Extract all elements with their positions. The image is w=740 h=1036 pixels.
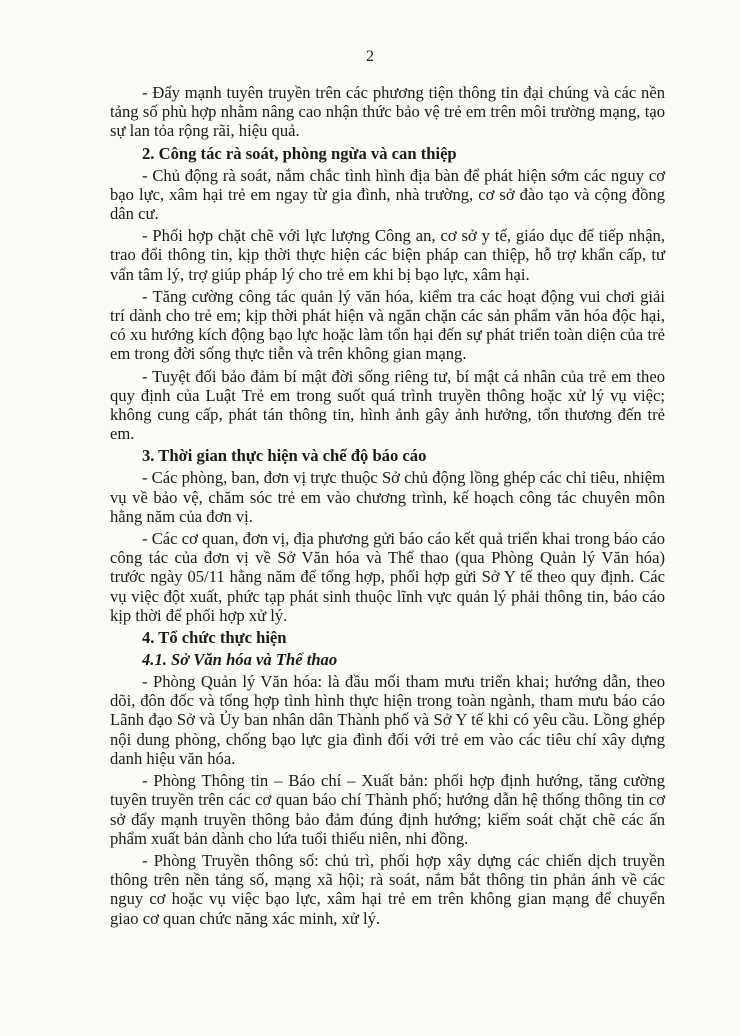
section-2-paragraph-2: - Phối hợp chặt chẽ với lực lượng Công an, cơ sở y tế, giáo dục để tiếp nhận, trao đổi thông tin, kịp thời thực hiện các biện pháp can thiệp, hỗ trợ khẩn cấp, tư vấn tâm lý, trợ giúp pháp lý cho trẻ em khi bị bạo lực, xâm hại. xyxy=(110,226,665,284)
section-4-paragraph-3: - Phòng Truyền thông số: chủ trì, phối hợp xây dựng các chiến dịch truyền thông trên nền tảng số, mạng xã hội; rà soát, nắm bắt thông tin phản ánh về các nguy cơ hoặc vụ việc bạo lực, xâm hại trẻ em trên không gian mạng để chuyển giao cơ quan chức năng xác minh, xử lý. xyxy=(110,850,665,928)
section-2-paragraph-1: - Chủ động rà soát, nắm chắc tình hình địa bàn để phát hiện sớm các nguy cơ bạo lực, xâm hại trẻ em ngay từ gia đình, nhà trường, cơ sở đào tạo và cộng đồng dân cư. xyxy=(110,165,665,224)
section-4-paragraph-2: - Phòng Thông tin – Báo chí – Xuất bản: phối hợp định hướng, tăng cường tuyên truyền trên các cơ quan báo chí Thành phố; hướng dẫn hệ thống thông tin cơ sở đẩy mạnh truyền thông bảo đảm đúng định hướng; kiểm soát chặt chẽ các ấn phẩm xuất bản dành cho lứa tuổi thiếu niên, nhi đồng. xyxy=(110,771,665,848)
section-2-paragraph-3: - Tăng cường công tác quản lý văn hóa, kiểm tra các hoạt động vui chơi giải trí dành cho trẻ em; kịp thời phát hiện và ngăn chặn các sản phẩm văn hóa độc hại, có xu hướng kích động bạo lực hoặc làm tổn hại đến sự phát triển toàn diện của trẻ em trong đời sống thực tiễn và trên không gian mạng. xyxy=(110,286,665,364)
section-4-heading: 4. Tổ chức thực hiện xyxy=(142,628,287,648)
section-2-heading: 2. Công tác rà soát, phòng ngừa và can thiệp xyxy=(142,143,457,163)
section-3-paragraph-1: - Các phòng, ban, đơn vị trực thuộc Sở chủ động lồng ghép các chỉ tiêu, nhiệm vụ về bảo vệ, chăm sóc trẻ em vào chương trình, kế hoạch công tác chuyên môn hằng năm của đơn vị. xyxy=(110,468,665,526)
section-4-paragraph-1: - Phòng Quản lý Văn hóa: là đầu mối tham mưu triển khai; hướng dẫn, theo dõi, đôn đốc và tổng hợp tình hình thực hiện trong toàn ngành, tham mưu báo cáo Lãnh đạo Sở và Ủy ban nhân dân Thành phố và Sở Y tế khi có yêu cầu. Lồng ghép nội dung phòng, chống bạo lực gia đình đối với trẻ em vào các tiêu chí xây dựng danh hiệu văn hóa. xyxy=(110,672,665,768)
section-3-paragraph-2: - Các cơ quan, đơn vị, địa phương gửi báo cáo kết quả triển khai trong báo cáo công tác của đơn vị về Sở Văn hóa và Thể thao (qua Phòng Quản lý Văn hóa) trước ngày 05/11 hằng năm để tổng hợp, phối hợp gửi Sở Y tế theo quy định. Các vụ việc đột xuất, phức tạp phát sinh thuộc lĩnh vực quản lý phải thông tin, báo cáo kịp thời để phối hợp xử lý. xyxy=(110,529,665,625)
page-number: 2 xyxy=(366,48,374,65)
document-body xyxy=(110,83,665,931)
section-3-heading: 3. Thời gian thực hiện và chế độ báo cáo xyxy=(142,446,427,466)
section-2-paragraph-4: - Tuyệt đối bảo đảm bí mật đời sống riêng tư, bí mật cá nhân của trẻ em theo quy định của Luật Trẻ em trong suốt quá trình truyền thông hoặc xử lý vụ việc; không cung cấp, phát tán thông tin, hình ảnh gây ảnh hưởng, tổn thương đến trẻ em. xyxy=(110,366,665,444)
intro-paragraph: - Đẩy mạnh tuyên truyền trên các phương tiện thông tin đại chúng và các nền tảng số phù hợp nhằm nâng cao nhận thức bảo vệ trẻ em trên môi trường mạng, tạo sự lan tỏa rộng rãi, hiệu quả. xyxy=(110,83,665,141)
section-4-1-subheading: 4.1. Sở Văn hóa và Thể thao xyxy=(142,650,338,670)
